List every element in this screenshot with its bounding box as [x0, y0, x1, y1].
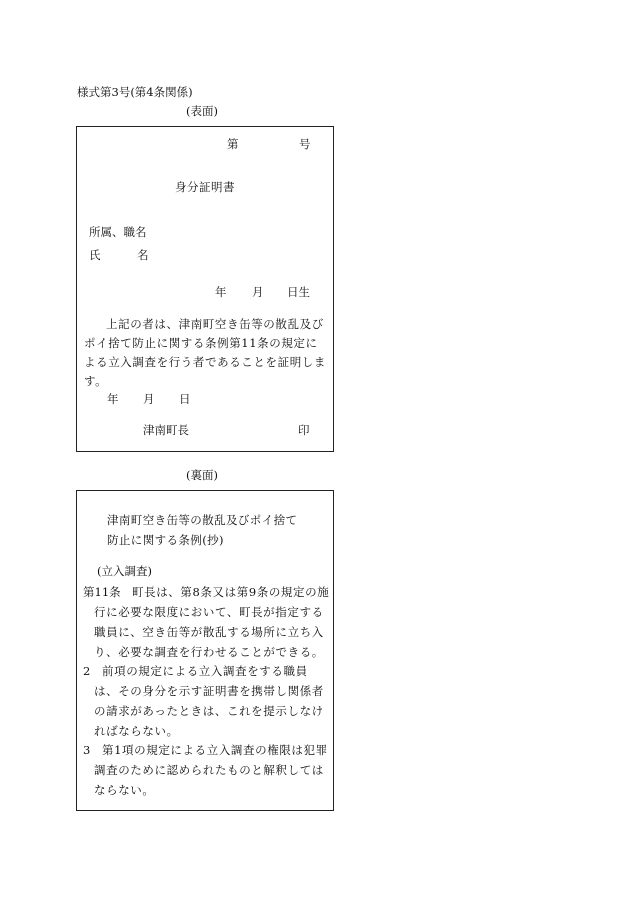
- birth-day-label: 日生: [287, 285, 310, 299]
- number-suffix: 号: [299, 137, 311, 151]
- id-card-back: [76, 490, 334, 811]
- name-label-first: 氏: [89, 248, 101, 262]
- article-11-label: 第11条: [83, 585, 121, 599]
- issuer-name: 津南町長: [143, 423, 189, 437]
- seal-mark: 印: [298, 423, 310, 437]
- id-card-front: [76, 126, 334, 452]
- article-11-text: 町長は、第8条又は第9条の規定の施行に必要な限度において、町長が指定する職員に、空き缶等が散乱する場所に立ち入り、必要な調査を行わせることができる。: [94, 585, 330, 659]
- paragraph-3-number: 3: [83, 743, 91, 757]
- certification-text: 上記の者は、津南町空き缶等の散乱及びポイ捨て防止に関する条例第11条の規定による立入調査を行う者であることを証明します。: [84, 317, 326, 388]
- form-number: 様式第3号(第4条関係): [77, 85, 193, 99]
- back-side-label: (裏面): [186, 468, 218, 482]
- paragraph-3-text: 第1項の規定による立入調査の権限は犯罪調査のために認められたものと解釈してはならない。: [94, 743, 328, 797]
- ordinance-title-line1: 津南町空き缶等の散乱及びポイ捨て: [107, 513, 298, 527]
- affiliation-label: 所属、職名: [89, 225, 147, 239]
- front-side-label: (表面): [186, 104, 218, 118]
- birth-year-label: 年: [215, 285, 227, 299]
- number-prefix: 第: [227, 137, 239, 151]
- issue-month-label: 月: [143, 392, 155, 406]
- card-title: 身分証明書: [175, 180, 235, 194]
- section-caption: (立入調査): [97, 564, 152, 578]
- issue-year-label: 年: [107, 392, 119, 406]
- issue-day-label: 日: [179, 392, 191, 406]
- paragraph-2-text: 前項の規定による立入調査をする職員は、その身分を示す証明書を携帯し関係者の請求があったときは、これを提示しなければならない。: [94, 664, 324, 738]
- name-label-second: 名: [137, 248, 149, 262]
- ordinance-title-line2: 防止に関する条例(抄): [107, 533, 224, 547]
- paragraph-2-number: 2: [83, 664, 91, 678]
- birth-month-label: 月: [252, 285, 264, 299]
